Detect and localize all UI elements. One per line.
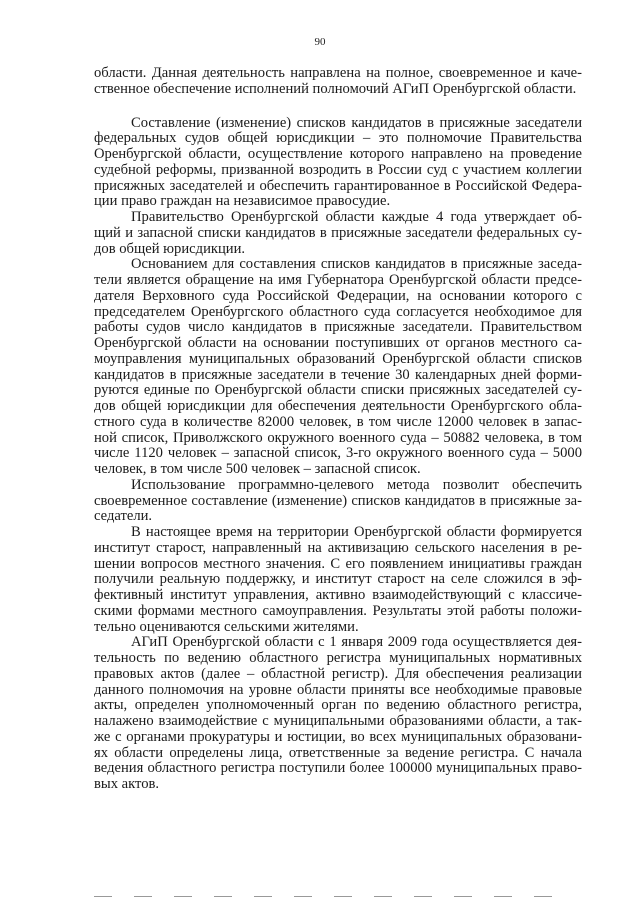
paragraph-4	[94, 257, 582, 478]
text-line: данного полномочия на уровне области приняты все необходимые правовые	[94, 681, 582, 698]
text-line: числе 1120 человек – запасной список, 3-го окружного военного суда – 5000	[94, 445, 582, 462]
text-line: ственное обеспечение исполнений полномочий АГиП Оренбургской области.	[94, 80, 577, 97]
text-line: ведения областного регистра поступили более 100000 муниципальных право-	[94, 760, 582, 777]
text-line: скими формами местного самоуправления. Результаты этой работы положи-	[94, 602, 582, 619]
text-line: правовых актов (далее – областной регистр). Для обеспечения реализации	[94, 665, 582, 682]
text-line: тели является обращение на имя Губернатора Оренбургской области предсе-	[94, 272, 582, 288]
text-line: своевременное составление (изменение) списков кандидатов в присяжные за-	[94, 492, 582, 509]
text-line: тельность по ведению областного регистра муниципальных нормативных	[94, 650, 582, 666]
text-line: же с органами прокуратуры и юстиции, во всех муниципальных образовани-	[94, 728, 582, 745]
text-line: В настоящее время на территории Оренбургской области формируется	[131, 524, 582, 540]
text-line: Использование программно-целевого метода позволит обеспечить	[131, 476, 582, 493]
text-line: судебной реформы, призванной возродить в России суд с участием коллегии	[94, 161, 582, 178]
paragraph-7	[94, 635, 582, 793]
text-line: налажено взаимодействие с муниципальными образованиями области, а так-	[94, 713, 582, 729]
paragraph-1	[94, 66, 582, 98]
text-line: области. Данная деятельность направлена на полное, своевременное и каче-	[94, 65, 582, 81]
text-line: дов общей юрисдикции для обеспечения деятельности Оренбургского обла-	[94, 398, 582, 414]
text-line: шении вопросов местного значения. С его появлением инициативы граждан	[94, 555, 582, 572]
paragraph-2	[94, 116, 582, 211]
text-line: руются единые по Оренбургской области списки присяжных заседателей су-	[94, 382, 582, 399]
text-line: щий и запасной списки кандидатов в присяжные заседатели федеральных су-	[94, 224, 582, 241]
text-line: фективный институт управления, активно взаимодействующий с классиче-	[94, 587, 582, 603]
text-line: Основанием для составления списков кандидатов в присяжные заседа-	[131, 256, 582, 273]
text-line: Оренбургской области на основании поступивших от органов местного са-	[94, 335, 582, 351]
text-line: председателем Оренбургского областного суда согласуется необходимое для	[94, 303, 582, 320]
text-line: моуправления муниципальных образований Оренбургской области списков	[94, 350, 582, 367]
text-line: АГиП Оренбургской области с 1 января 2009 года осуществляется дея-	[131, 634, 582, 651]
paragraph-6	[94, 525, 582, 635]
text-line: седатели.	[94, 508, 153, 525]
text-line: ции право граждан на независимое правосудие.	[94, 193, 391, 210]
text-line: акты, определен уполномоченный орган по ведению областного регистра,	[94, 697, 582, 714]
page-number: 90	[314, 36, 326, 48]
text-line: институт старост, направленный на активизацию сельского населения в ре-	[94, 539, 582, 556]
text-line: человек, в том числе 500 человек – запасной список.	[94, 461, 421, 477]
body-text	[94, 66, 582, 793]
text-line: ях области определены лица, ответственные за ведение регистра. С начала	[94, 744, 582, 761]
text-line: дов общей юрисдикции.	[94, 240, 246, 257]
text-line: вых актов.	[94, 776, 160, 792]
text-line: кандидатов в присяжные заседатели в течение 30 календарных дней форми-	[94, 366, 582, 383]
text-line: Оренбургской области, осуществление которого направлено на проведение	[94, 146, 582, 162]
text-line: Составление (изменение) списков кандидатов в присяжные заседатели	[131, 114, 582, 131]
text-line: Правительство Оренбургской области каждые 4 года утверждает об-	[131, 209, 582, 225]
text-line: стного суда в количестве 82000 человек, в том числе 12000 человек в запас-	[94, 413, 582, 430]
text-line: работы судов число кандидатов в присяжные заседатели. Правительством	[94, 319, 582, 336]
text-line: тельно оцениваются сельскими жителями.	[94, 618, 359, 635]
scan-artifact-footer	[94, 896, 582, 902]
text-line: дателя Верховного суда Российской Федерации, на основании которого с	[94, 287, 582, 304]
text-line: присяжных заседателей и обеспечить гарантированное в Российской Федера-	[94, 177, 582, 194]
paragraph-3	[94, 210, 582, 257]
text-line: федеральных судов общей юрисдикции – это полномочие Правительства	[94, 130, 582, 147]
text-line: ной список, Приволжского окружного военного суда – 50882 человека, в том	[94, 429, 582, 446]
text-line: получили реальную поддержку, и институт старост на селе сложился в эф-	[94, 571, 582, 588]
paragraph-5	[94, 478, 582, 525]
